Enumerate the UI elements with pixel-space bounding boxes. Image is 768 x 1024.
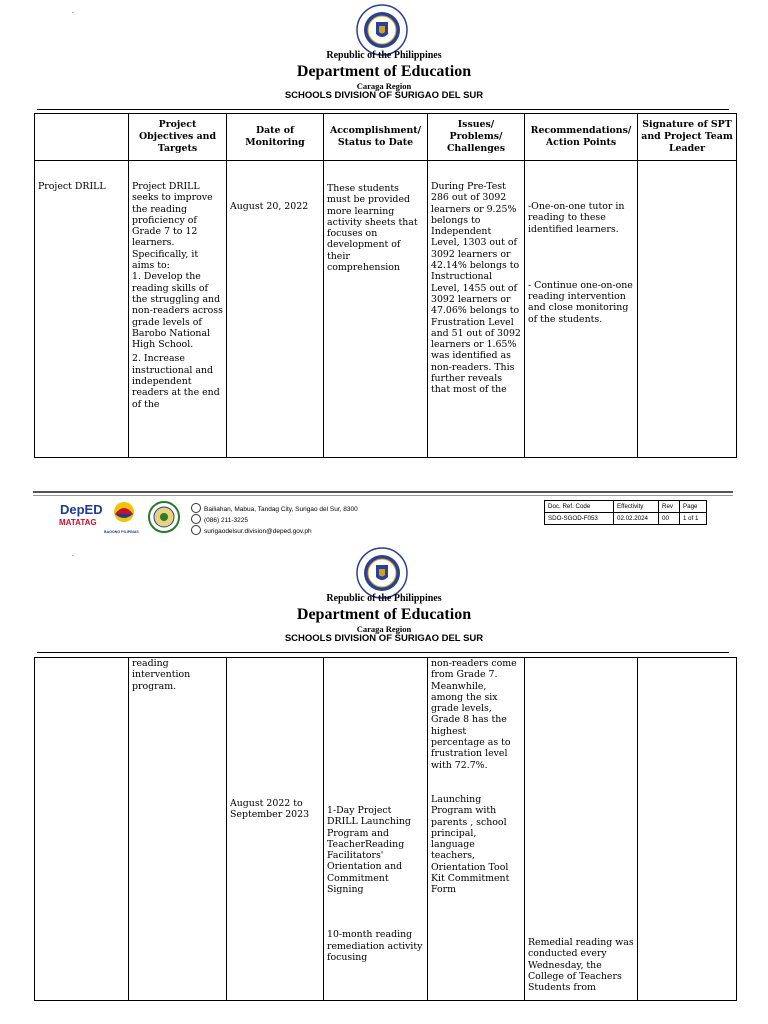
department-heading-2: Department of Education bbox=[296, 606, 472, 623]
page-marker-dot: . bbox=[72, 8, 74, 15]
docref-header-rev: Rev bbox=[659, 501, 680, 513]
header-signature: Signature of SPT and Project Team Leader bbox=[638, 114, 737, 161]
issues-cell-2 bbox=[428, 658, 525, 1001]
table-row bbox=[35, 658, 737, 1001]
division-heading: SCHOOLS DIVISION OF SURIGAO DEL SUR bbox=[284, 90, 484, 101]
republic-heading: Republic of the Philippines bbox=[326, 50, 442, 61]
header-project bbox=[35, 114, 129, 161]
accomplishment-cell-2 bbox=[324, 658, 428, 1001]
objectives-cell bbox=[129, 161, 227, 458]
division-heading-2: SCHOOLS DIVISION OF SURIGAO DEL SUR bbox=[284, 633, 484, 644]
docref-effectivity: 02.02.2024 bbox=[614, 513, 659, 525]
header-recommendations: Recommendations/ Action Points bbox=[525, 114, 638, 161]
deped-logo: DepED bbox=[60, 502, 103, 517]
date-cell-2: August 2022 to September 2023 bbox=[227, 658, 324, 1001]
header-accomplishment: Accomplishment/ Status to Date bbox=[324, 114, 428, 161]
issues-cell: During Pre-Test 286 out of 3092 learners or 9.25% belongs to Independent Level, 1303 out of 3092 learners or 42.14% belongs to Instructional Level, 1455 out of 3092 learners or 47.06% belongs to Frustration Level and 51 out of 3092 learners or 1.65% was identified as non-readers. This further reveals that most of the bbox=[428, 161, 525, 458]
accomplishment-2: 10-month reading remediation activity focusing bbox=[327, 929, 423, 963]
header-objectives: Project Objectives and Targets bbox=[129, 114, 227, 161]
deped-seal-icon-2 bbox=[356, 547, 408, 599]
objectives-cell-2: reading intervention program. bbox=[129, 658, 227, 1001]
header-date: Date of Monitoring bbox=[227, 114, 324, 161]
recommendations-cell bbox=[525, 161, 638, 458]
email-text[interactable]: surigaodelsur.division@deped.gov.ph bbox=[204, 528, 312, 535]
objectives-text: Project DRILL seeks to improve the reading proficiency of Grade 7 to 12 learners. Specifically, it aims to: 1. Develop the reading skills of the struggling and non-readers across grade levels of Barobo National High School. bbox=[132, 181, 223, 351]
department-heading: Department of Education bbox=[296, 63, 472, 80]
project-name-cell-2 bbox=[35, 658, 129, 1001]
recommendation-1: -One-on-one tutor in reading to these identified learners. bbox=[528, 201, 625, 235]
table-header-row bbox=[35, 114, 737, 161]
recommendation-2: - Continue one-on-one reading intervention and close monitoring of the students. bbox=[528, 279, 633, 325]
address-text: Bailiahan, Mabua, Tandag City, Surigao del Sur, 8300 bbox=[204, 506, 358, 513]
region-heading: Caraga Region bbox=[356, 81, 412, 91]
issues-1: non-readers come from Grade 7. Meanwhile, among the six grade levels, Grade 8 has the highest percentage as to frustration level with 72.7%. bbox=[431, 658, 517, 771]
contact-info bbox=[191, 504, 358, 537]
matatag-logo: MATATAG bbox=[59, 518, 97, 527]
deped-seal-icon bbox=[356, 4, 408, 56]
date-cell: August 20, 2022 bbox=[227, 161, 324, 458]
phone-line bbox=[191, 515, 358, 526]
division-seal-icon bbox=[148, 501, 180, 533]
table-row bbox=[35, 161, 737, 458]
bagong-pilipinas-label: BAGONG PILIPINAS bbox=[104, 530, 139, 534]
address-line bbox=[191, 504, 358, 515]
footer-divider bbox=[33, 491, 733, 493]
region-heading-2: Caraga Region bbox=[356, 624, 412, 634]
issues-2: Launching Program with parents , school principal, language teachers, Orientation Tool Kit Commitment Form bbox=[431, 793, 510, 896]
project-name-cell: Project DRILL bbox=[35, 161, 129, 458]
objectives-text-2: 2. Increase instructional and independent readers at the end of the bbox=[132, 353, 220, 410]
phone-text: (086) 211-3225 bbox=[204, 517, 248, 524]
docref-header-page: Page bbox=[680, 501, 707, 513]
header-divider-2 bbox=[37, 652, 729, 653]
docref-page: 1 of 1 bbox=[680, 513, 707, 525]
recommendations-cell-2: Remedial reading was conducted every Wednesday, the College of Teachers Students from bbox=[525, 658, 638, 1001]
phone-icon bbox=[191, 514, 201, 524]
accomplishment-1: 1-Day Project DRILL Launching Program and TeacherReading Facilitators' Orientation and Commitment Signing bbox=[327, 805, 411, 896]
signature-cell-2 bbox=[638, 658, 737, 1001]
docref-header-code: Doc. Ref. Code bbox=[545, 501, 614, 513]
footer-divider-thin bbox=[33, 495, 733, 496]
signature-cell bbox=[638, 161, 737, 458]
doc-ref-table bbox=[544, 500, 707, 525]
accomplishment-cell: These students must be provided more learning activity sheets that focuses on development of their comprehension bbox=[324, 161, 428, 458]
docref-header-effectivity: Effectivity bbox=[614, 501, 659, 513]
monitoring-table-page2 bbox=[34, 657, 737, 1001]
email-line bbox=[191, 526, 358, 537]
email-icon bbox=[191, 525, 201, 535]
republic-heading-2: Republic of the Philippines bbox=[326, 593, 442, 604]
header-issues: Issues/ Problems/ Challenges bbox=[428, 114, 525, 161]
header-divider bbox=[37, 109, 729, 110]
docref-code: SDO-SGOD-F053 bbox=[545, 513, 614, 525]
docref-rev: 00 bbox=[659, 513, 680, 525]
page-marker-dot-2: . bbox=[72, 551, 74, 558]
bagong-pilipinas-logo-icon bbox=[107, 500, 141, 528]
location-icon bbox=[191, 503, 201, 513]
monitoring-table-page1 bbox=[34, 113, 737, 458]
